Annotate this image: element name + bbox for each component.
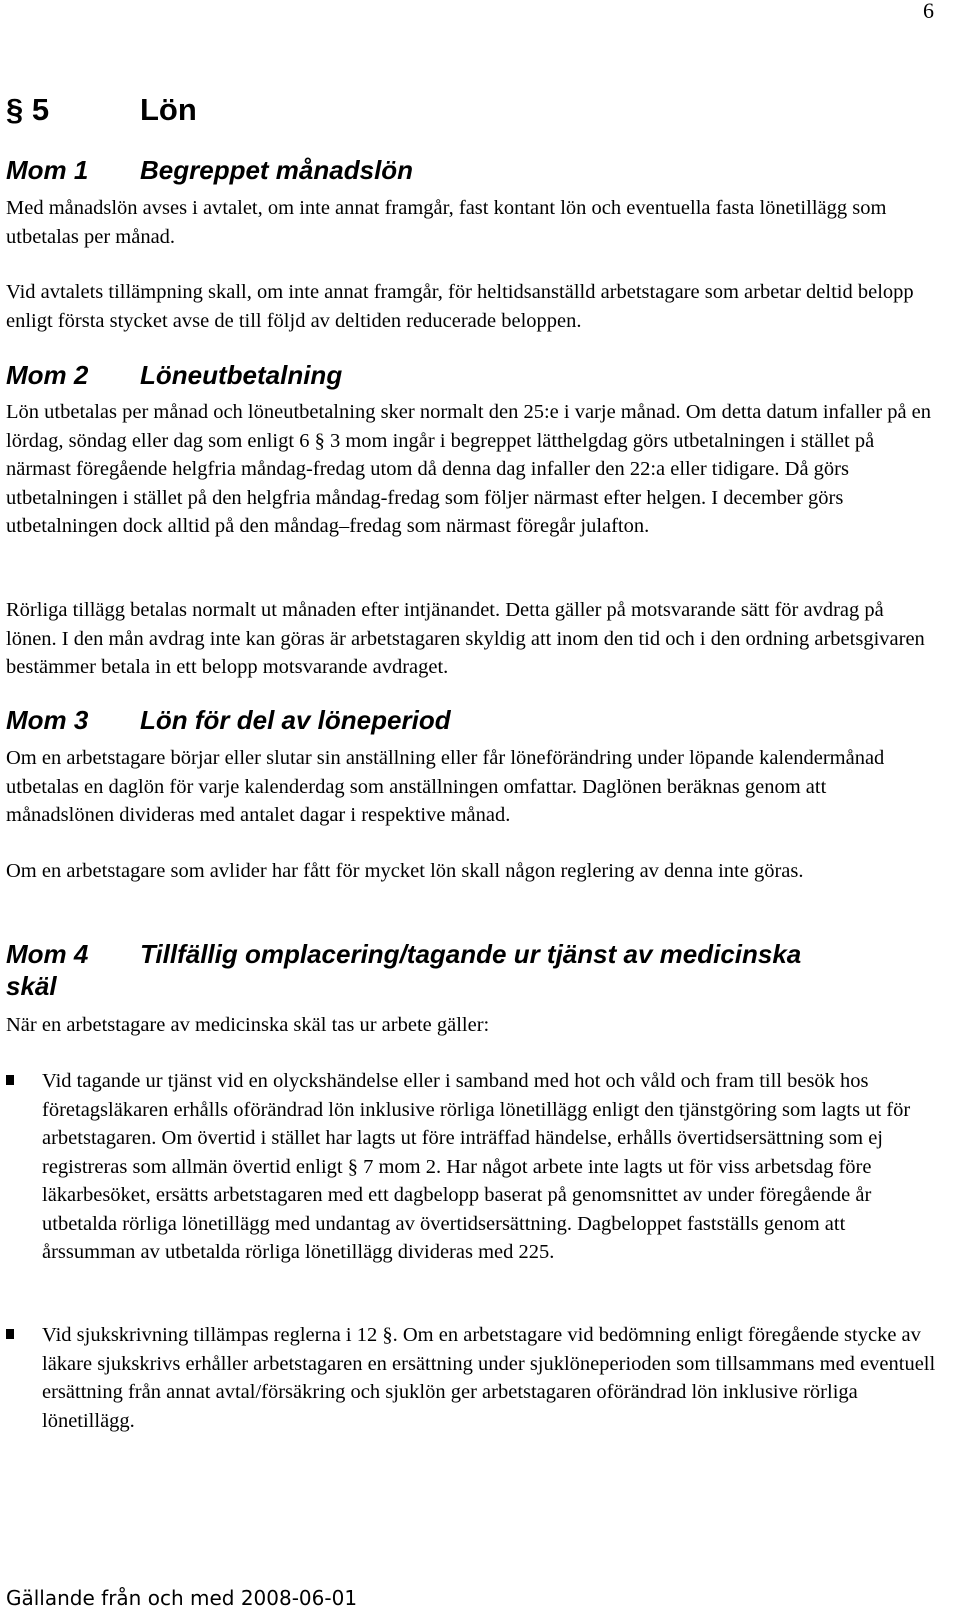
mom3-heading	[6, 704, 451, 736]
mom2-paragraph-1: Lön utbetalas per månad och löneutbetalning sker normalt den 25:e i varje månad. Om detta datum infaller på en lördag, söndag eller dag som enligt 6 § 3 mom ingår i begreppet lätthelgdag görs utbetalningen i stället på närmast föregående helgfria måndag-fredag utom då denna dag infaller den 22:a eller tidigare. Då görs utbetalningen i stället på den helgfria måndag-fredag som följer närmast efter helgen. I december görs utbetalningen dock alltid på den måndag–fredag som närmast föregår julafton.	[6, 401, 932, 537]
mom2-heading	[6, 359, 342, 391]
mom4-heading	[6, 938, 801, 970]
mom3-paragraph-1: Om en arbetstagare börjar eller slutar sin anställning eller får löneförändring under löpande kalendermånad utbetalas en daglön för varje kalenderdag som anställningen omfattar. Daglönen beräknas genom att månadslönen divideras med antalet dagar i respektive månad.	[6, 747, 885, 826]
section-number: § 5	[6, 92, 50, 127]
mom2-number: Mom 2	[6, 360, 89, 390]
bullet-square-icon	[6, 1329, 14, 1339]
mom2-paragraph-2: Rörliga tillägg betalas normalt ut månaden efter intjänandet. Detta gäller på motsvarande sätt för avdrag på lönen. I den mån avdrag inte kan göras är arbetstagaren skyldig att inom den tid och i den ordning arbetsgivaren bestämmer betala in ett belopp motsvarande avdraget.	[6, 599, 925, 678]
page-number: 6	[923, 0, 934, 23]
mom1-paragraph-2: Vid avtalets tillämpning skall, om inte annat framgår, för heltidsanställd arbetstagare som arbetar deltid belopp enligt första stycket avse de till följd av deltiden reducerade beloppen.	[6, 281, 914, 332]
mom4-number: Mom 4	[6, 939, 89, 969]
footer-validity: Gällande från och med 2008-06-01	[6, 1586, 358, 1610]
mom1-number: Mom 1	[6, 155, 89, 185]
mom4-title-continuation: skäl	[6, 971, 57, 1001]
mom3-number: Mom 3	[6, 705, 89, 735]
mom4-title: Tillfällig omplacering/tagande ur tjänst av medicinska	[140, 939, 802, 969]
mom1-heading	[6, 154, 413, 186]
mom1-paragraph-1: Med månadslön avses i avtalet, om inte annat framgår, fast kontant lön och eventuella fasta lönetillägg som utbetalas per månad.	[6, 197, 887, 248]
mom2-title: Löneutbetalning	[140, 360, 343, 390]
list-item-text: Vid sjukskrivning tillämpas reglerna i 12 §. Om en arbetstagare vid bedömning enligt föregående stycke av läkare sjukskrivs erhåller arbetstagaren en ersättning under sjuklöneperioden som tillsammans med eventuell ersättning från annat avtal/försäkring och sjuklön ger arbetstagaren oförändrad lön inklusive rörliga lönetillägg.	[42, 1324, 936, 1432]
mom3-paragraph-2: Om en arbetstagare som avlider har fått för mycket lön skall någon reglering av denna inte göras.	[6, 860, 804, 882]
section-heading	[6, 92, 197, 128]
bullet-square-icon	[6, 1075, 14, 1085]
list-item-text: Vid tagande ur tjänst vid en olyckshändelse eller i samband med hot och våld och fram till besök hos företagsläkaren erhålls oförändrad lön inklusive rörliga lönetillägg enligt den tjänstgöring som lagts ut för arbetstagaren. Om övertid i stället har lagts ut före inträffad händelse, erhålls övertidsersättning som ej registreras som allmän övertid enligt § 7 mom 2. Har något arbete inte lagts ut för viss arbetsdag före läkarbesöket, ersätts arbetstagaren med ett dagbelopp baserat på genomsnittet av under föregående år utbetalda rörliga lönetillägg med undantag av övertidsersättning. Dagbeloppet fastställs genom att årssumman av utbetalda rörliga lönetillägg divideras med 225.	[42, 1070, 911, 1263]
mom3-title: Lön för del av löneperiod	[140, 705, 451, 735]
section-title: Lön	[140, 92, 197, 127]
mom1-title: Begreppet månadslön	[140, 155, 414, 185]
mom4-intro: När en arbetstagare av medicinska skäl tas ur arbete gäller:	[6, 1014, 490, 1036]
